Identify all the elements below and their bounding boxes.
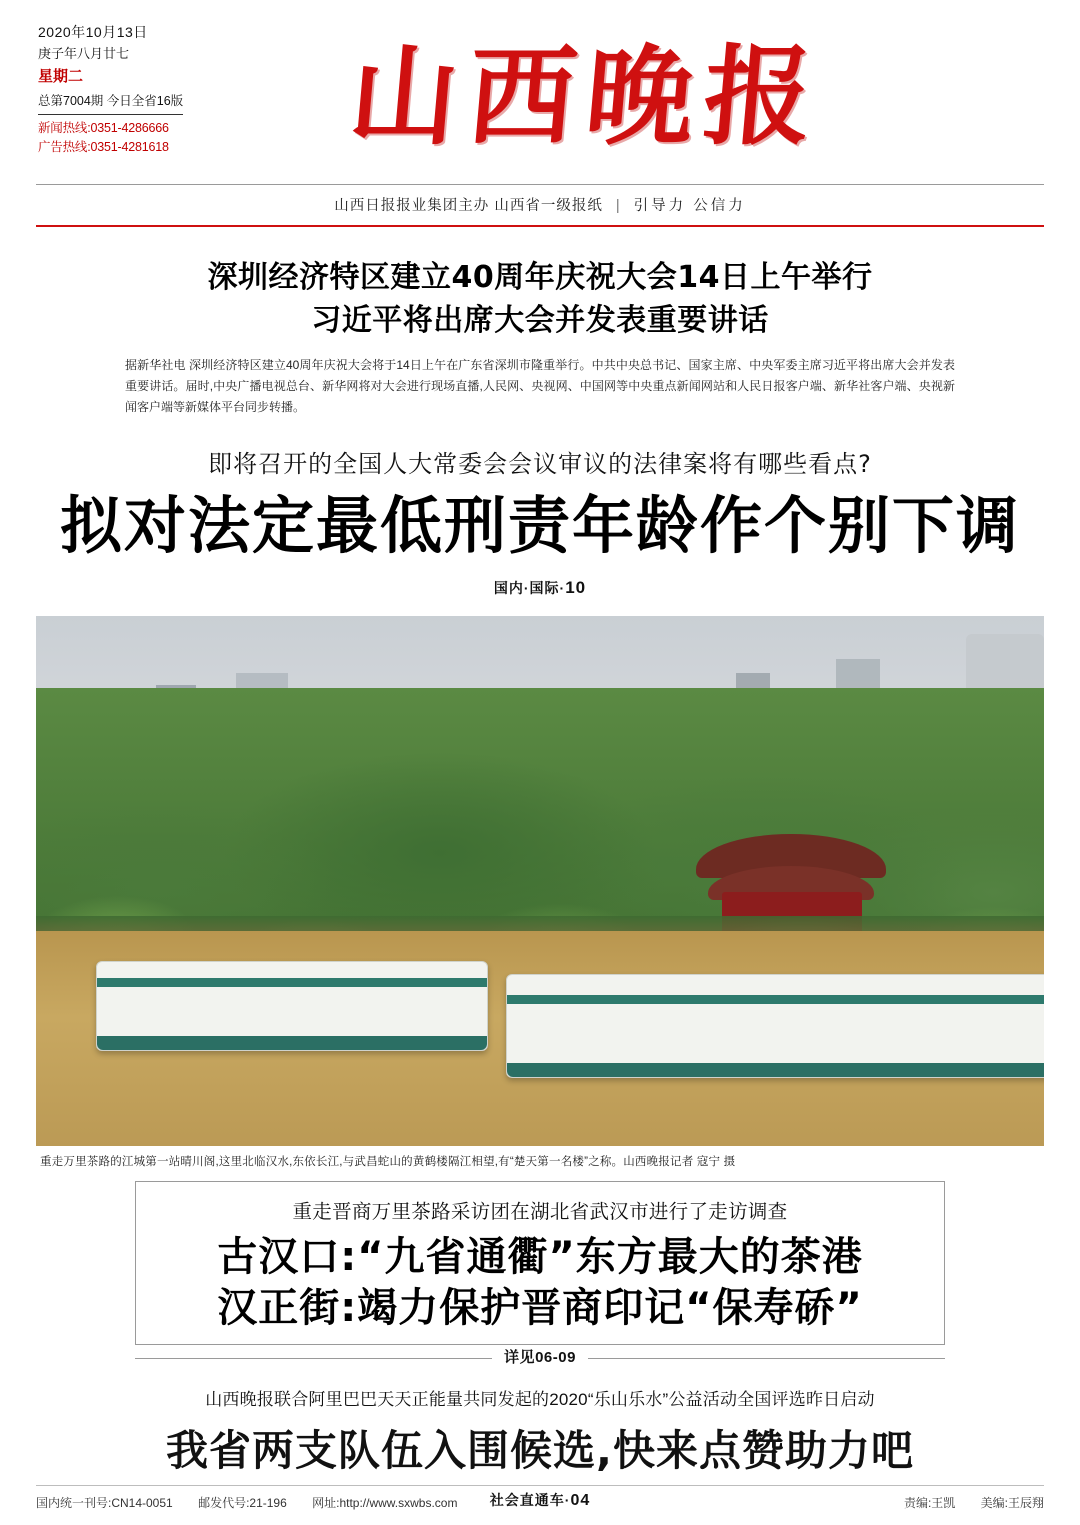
- footer-right: [882, 1494, 1044, 1511]
- footer-cn-number: 国内统一刊号:CN14-0051: [36, 1496, 173, 1510]
- promo-headline-line1: 古汉口:“九省通衢”东方最大的茶港: [217, 1233, 863, 1280]
- masthead-title-area: [248, 22, 924, 165]
- news-hotline: 新闻热线:0351-4286666: [38, 121, 169, 136]
- promo-headline-line2: 汉正街:竭力保护晋商印记“保寿硚”: [217, 1284, 863, 1331]
- main-kicker: 即将召开的全国人大常委会会议审议的法律案将有哪些看点?: [208, 450, 872, 479]
- bottom-ref-label: 社会直通车·: [489, 1491, 571, 1508]
- slogan-text: 引导力 公信力: [633, 198, 746, 214]
- weekday: 星期二: [38, 67, 84, 85]
- promo-ref-pages: 06-09: [535, 1348, 576, 1366]
- main-ref-label: 国内·国际·: [493, 579, 566, 596]
- promo-headline: [154, 1232, 926, 1334]
- footer-post-code: 邮发代号:21-196: [198, 1496, 287, 1510]
- promo-ref-text: [492, 1345, 588, 1371]
- footer-editor: 责编:王凯: [903, 1496, 956, 1510]
- promo-ref-label: 详见: [504, 1348, 536, 1366]
- issue-number: 总第7004期 今日全省16版: [38, 92, 183, 115]
- bottom-kicker: 山西晚报联合阿里巴巴天天正能量共同发起的2020“乐山乐水”公益活动全国评选昨日启动: [205, 1389, 875, 1409]
- photo-block: [36, 616, 1044, 1169]
- photo-boat-right: [506, 974, 1044, 1078]
- footer-website[interactable]: 网址:http://www.sxwbs.com: [312, 1496, 458, 1510]
- lead-headline-line2: 习近平将出席大会并发表重要讲话: [311, 302, 769, 338]
- photo-boat-left: [96, 961, 488, 1051]
- footer-left: [36, 1494, 479, 1511]
- main-page-reference: [36, 578, 1044, 598]
- masthead: [36, 0, 1044, 180]
- sponsor-line: [36, 194, 1044, 215]
- publication-date: 2020年10月13日: [38, 24, 148, 40]
- photo-caption: 重走万里茶路的江城第一站晴川阁,这里北临汉水,东依长江,与武昌蛇山的黄鹤楼隔江相望,有“楚天第一名楼”之称。山西晚报记者 寇宁 摄: [40, 1155, 736, 1168]
- sponsor-separator: |: [615, 198, 621, 214]
- main-story: [36, 418, 1044, 597]
- newspaper-title: 山西晚报: [344, 34, 828, 160]
- lunar-date: 庚子年八月廿七: [38, 45, 130, 61]
- masthead-info: [36, 22, 248, 157]
- footer-designer: 美编:王辰翔: [980, 1496, 1044, 1510]
- masthead-subline: [36, 184, 1044, 227]
- promo-page-reference: [135, 1345, 945, 1371]
- lead-headline: [36, 257, 1044, 342]
- bottom-headline: 我省两支队伍入围候选,快来点赞助力吧: [166, 1425, 914, 1475]
- ad-hotline: 广告热线:0351-4281618: [38, 140, 169, 155]
- lead-headline-line1: 深圳经济特区建立40周年庆祝大会14日上午举行: [207, 260, 873, 295]
- main-ref-page: 10: [565, 577, 587, 597]
- lead-story: [36, 227, 1044, 418]
- main-headline: 拟对法定最低刑责年龄作个别下调: [59, 489, 1020, 563]
- news-photo: [36, 616, 1044, 1146]
- promo-intro: 重走晋商万里茶路采访团在湖北省武汉市进行了走访调查: [292, 1200, 788, 1223]
- bottom-ref-page: 04: [570, 1491, 591, 1509]
- page-footer: [36, 1485, 1044, 1511]
- promo-box: [135, 1181, 945, 1345]
- sponsor-text: 山西日报报业集团主办 山西省一级报纸: [334, 198, 603, 214]
- lead-body-text: 据新华社电 深圳经济特区建立40周年庆祝大会将于14日上午在广东省深圳市隆重举行。中共中央总书记、国家主席、中央军委主席习近平将出席大会并发表重要讲话。届时,中央广播电视总台、新华网将对大会进行现场直播,人民网、央视网、中国网等中央重点新闻网站和人民日报客户端、新华社客户端、央视新闻客户端等新媒体平台同步转播。: [125, 358, 955, 415]
